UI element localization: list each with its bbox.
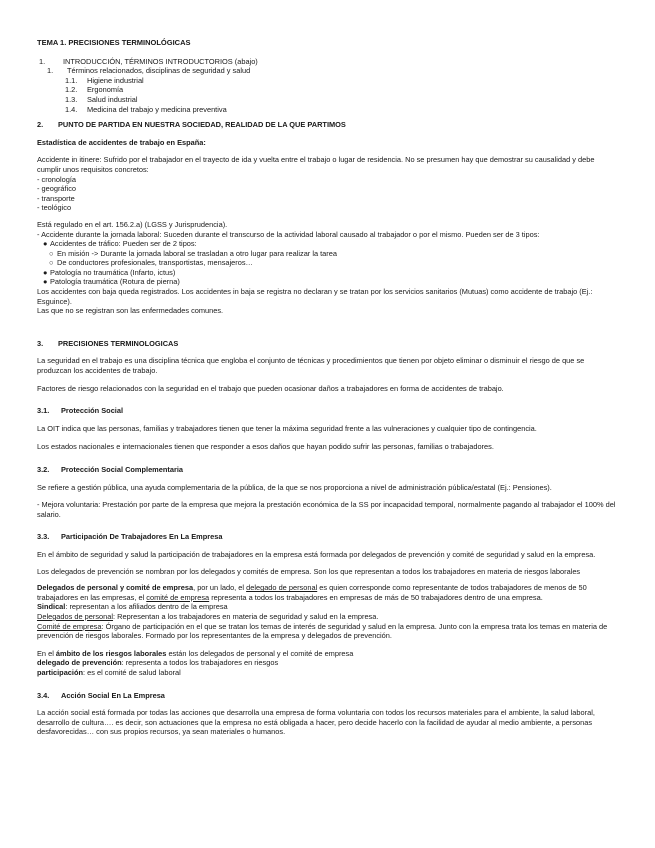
subsection-3-2-heading (37, 465, 617, 475)
paragraph: Se refiere a gestión pública, una ayuda complementaria de la pública, de la que se nos proporciona a nivel de administración pública/estatal (Ej.: Pensiones). (37, 482, 552, 492)
sindical-line (37, 602, 617, 612)
outline-item-1-1 (37, 66, 617, 76)
circle-bullet-icon: ○ (49, 248, 54, 258)
underlined-term: Delegados de personal (37, 611, 114, 621)
comite-empresa-line (37, 622, 617, 641)
requisito-item: - geográfico (37, 184, 77, 194)
text-run: : representan a los afiliados dentro de la empresa (65, 602, 228, 612)
text-run: : es el comité de salud laboral (83, 667, 181, 677)
outline-item-label: Términos relacionados, disciplinas de seguridad y salud (67, 66, 251, 76)
bold-term: participación (37, 667, 83, 677)
underlined-term: Comité de empresa (37, 621, 102, 631)
subsection-number: 3.1. (37, 406, 50, 416)
paragraph: La OIT indica que las personas, familias y trabajadores tienen que tener la máxima seguridad frente a las vulneraciones y cualquier tipo de contingencia. (37, 423, 537, 433)
paragraph: Los delegados de prevención se nombran por los delegados y comités de empresa. Son los que representan a todos los trabajadores en materia de riesgos laborales (37, 566, 581, 576)
outline-item-label: Salud industrial (87, 94, 138, 104)
subsection-number: 3.3. (37, 532, 50, 542)
subsection-title: Protección Social (61, 406, 124, 416)
bold-term: Sindical (37, 602, 66, 612)
outline-item-label: Higiene industrial (87, 75, 144, 85)
circle-bullet-icon: ○ (49, 258, 54, 268)
paragraph: - Mejora voluntaria: Prestación por parte de la empresa que mejora la prestación económica de la SS por incapacidad temporal, normalmente pagando al trabajador el 100% del salario. (37, 500, 616, 519)
requisito-item: - transporte (37, 193, 75, 203)
outline-item-number: 1.4. (65, 104, 78, 114)
subsection-3-4-heading (37, 691, 617, 701)
tipo-item (37, 277, 617, 287)
subsection-title: Participación De Trabajadores En La Empresa (61, 532, 223, 542)
in-itinere-paragraph: Accidente in itinere: Sufrido por el trabajador en el trayecto de ida y vuelta entre el trabajo o lugar de residencia. No se presumen hay que demostrar su causalidad y debe cumplir unos requisitos concretos: (37, 155, 595, 174)
document-title: TEMA 1. PRECISIONES TERMINOLÓGICAS (37, 38, 191, 47)
delegados-personal-line (37, 612, 617, 622)
outline-item-label: Ergonomía (87, 85, 124, 95)
outline-subitem (37, 76, 617, 86)
outline-item-number: 1.1. (65, 75, 78, 85)
outline-item-number: 1.3. (65, 94, 78, 104)
text-run: : Órgano de participación en el que se tratan los temas de interés de seguridad y salud en la empresa. Junto con la empresa trata los temas en materia de prevención de riesgos laborales. Formado por los representantes de la empresa y delegados de prevención. (37, 621, 608, 641)
outline-subitem (37, 85, 617, 95)
underlined-term: delegado de personal (246, 583, 318, 593)
text-run: están los delegados de personal y el comité de empresa (166, 648, 354, 658)
tipo-label: Patología no traumática (Infarto, ictus) (50, 267, 176, 277)
outline-subitem (37, 105, 617, 115)
tipo-label: Patología traumática (Rotura de pierna) (50, 277, 180, 287)
tipo-label: En misión -> Durante la jornada laboral se trasladan a otro lugar para realizar la tarea (57, 248, 337, 258)
bullet-icon: ● (43, 267, 48, 277)
delegado-prevencion-line (37, 658, 617, 668)
text-run: : Representan a los trabajadores en materia de seguridad y salud en la empresa. (113, 611, 379, 621)
paragraph: La acción social está formada por todas las acciones que desarrolla una empresa de forma voluntaria con todos los recursos materiales para el ambiente, la salud laboral, desarrollo de cultura…. es decir, son actuaciones que la empresa no está obligada a hacer, pero decide hacerlo con la facilidad de ayudar al medio ambiente, a personas desfavorecidas… con sus propios recursos, ya sean materiales o humanos. (37, 708, 595, 737)
bullet-icon: ● (43, 277, 48, 287)
stats-heading: Estadística de accidentes de trabajo en España: (37, 137, 206, 147)
tipo-item (37, 239, 617, 249)
outline-item-number: 1. (47, 66, 54, 76)
bold-term: Delegados de personal y comité de empresa (37, 583, 194, 593)
subsection-number: 3.2. (37, 465, 50, 474)
text-run: , por un lado, el (193, 583, 247, 593)
outline-item-number: 1. (39, 56, 46, 66)
tipo-subitem (37, 249, 617, 259)
subsection-3-1-heading (37, 406, 617, 416)
subsection-title: Acción Social En La Empresa (61, 690, 165, 700)
section-3-paragraph: La seguridad en el trabajo es una disciplina técnica que engloba el conjunto de técnicas y procedimientos que tienen por objeto eliminar o disminuir el riesgo de que se produzcan los accidentes de trabajo. (37, 356, 585, 376)
no-registran-paragraph: Las que no se registran son las enfermedades comunes. (37, 306, 224, 316)
section-3-heading (37, 339, 617, 349)
text-run: es quien corresponde como representante de todos trabajadores de menos de 50 trabajadores en las empresas, el (37, 583, 587, 602)
baja-paragraph: Los accidentes con baja queda registrados. Los accidentes in baja se registra no declaran y se tratan por los servicios sanitarios (Mutuas) como accidente de trabajo (Ej.: Esguince). (37, 287, 593, 306)
text-run: En el (37, 648, 56, 658)
section-number: 3. (37, 338, 44, 348)
jornada-paragraph: - Accidente durante la jornada laboral: Suceden durante el transcurso de la actividad laboral causado al trabajador o por el mismo. Pueden ser de 3 tipos: (37, 229, 540, 239)
text-run: representa a todos los trabajadores en empresas de más de 50 trabajadores dentro de una empresa. (209, 592, 543, 602)
text-run: : representa a todos los trabajadores en riesgos (121, 658, 279, 668)
bold-term: ámbito de los riesgos laborales (55, 648, 167, 658)
section-title: PUNTO DE PARTIDA EN NUESTRA SOCIEDAD, REALIDAD DE LA QUE PARTIMOS (58, 120, 346, 130)
requisito-item: - cronología (37, 174, 77, 184)
bold-term: delegado de prevención (37, 658, 122, 668)
regulado-paragraph: Está regulado en el art. 156.2.a) (LGSS y Jurisprudencia). (37, 219, 228, 229)
outline-item-label: Medicina del trabajo y medicina preventiva (87, 104, 227, 114)
paragraph: En el ámbito de seguridad y salud la participación de trabajadores en la empresa está formada por delegados de prevención y comité de seguridad y salud en la empresa. (37, 549, 596, 559)
section-title: PRECISIONES TERMINOLOGICAS (58, 338, 179, 348)
participacion-line (37, 668, 617, 678)
section-2-heading (37, 120, 617, 130)
bullet-icon: ● (43, 239, 48, 249)
section-3-paragraph: Factores de riesgo relacionados con la seguridad en el trabajo que pueden ocasionar daños a trabajadores en forma de accidentes de trabajo. (37, 383, 504, 393)
requisito-item: - teológico (37, 203, 72, 213)
outline-item-1 (37, 57, 617, 67)
outline-item-label: INTRODUCCIÓN, TÉRMINOS INTRODUCTORIOS (abajo) (63, 56, 258, 66)
document-page (37, 38, 617, 737)
subsection-title: Protección Social Complementaria (61, 465, 183, 474)
underlined-term: comité de empresa (146, 592, 210, 602)
delegados-paragraph (37, 583, 617, 602)
outline-subitem (37, 95, 617, 105)
subsection-number: 3.4. (37, 690, 50, 700)
tipo-label: Accidentes de tráfico: Pueden ser de 2 tipos: (50, 239, 197, 249)
outline-item-number: 1.2. (65, 85, 78, 95)
ambito-line (37, 649, 617, 659)
tipo-item (37, 268, 617, 278)
tipo-label: De conductores profesionales, transportistas, mensajeros… (57, 258, 253, 268)
section-number: 2. (37, 120, 44, 130)
tipo-subitem (37, 258, 617, 268)
subsection-3-3-heading (37, 532, 617, 542)
paragraph: Los estados nacionales e internacionales tienen que responder a esos daños que hayan podido sufrir las personas, familias o trabajadores. (37, 442, 494, 452)
